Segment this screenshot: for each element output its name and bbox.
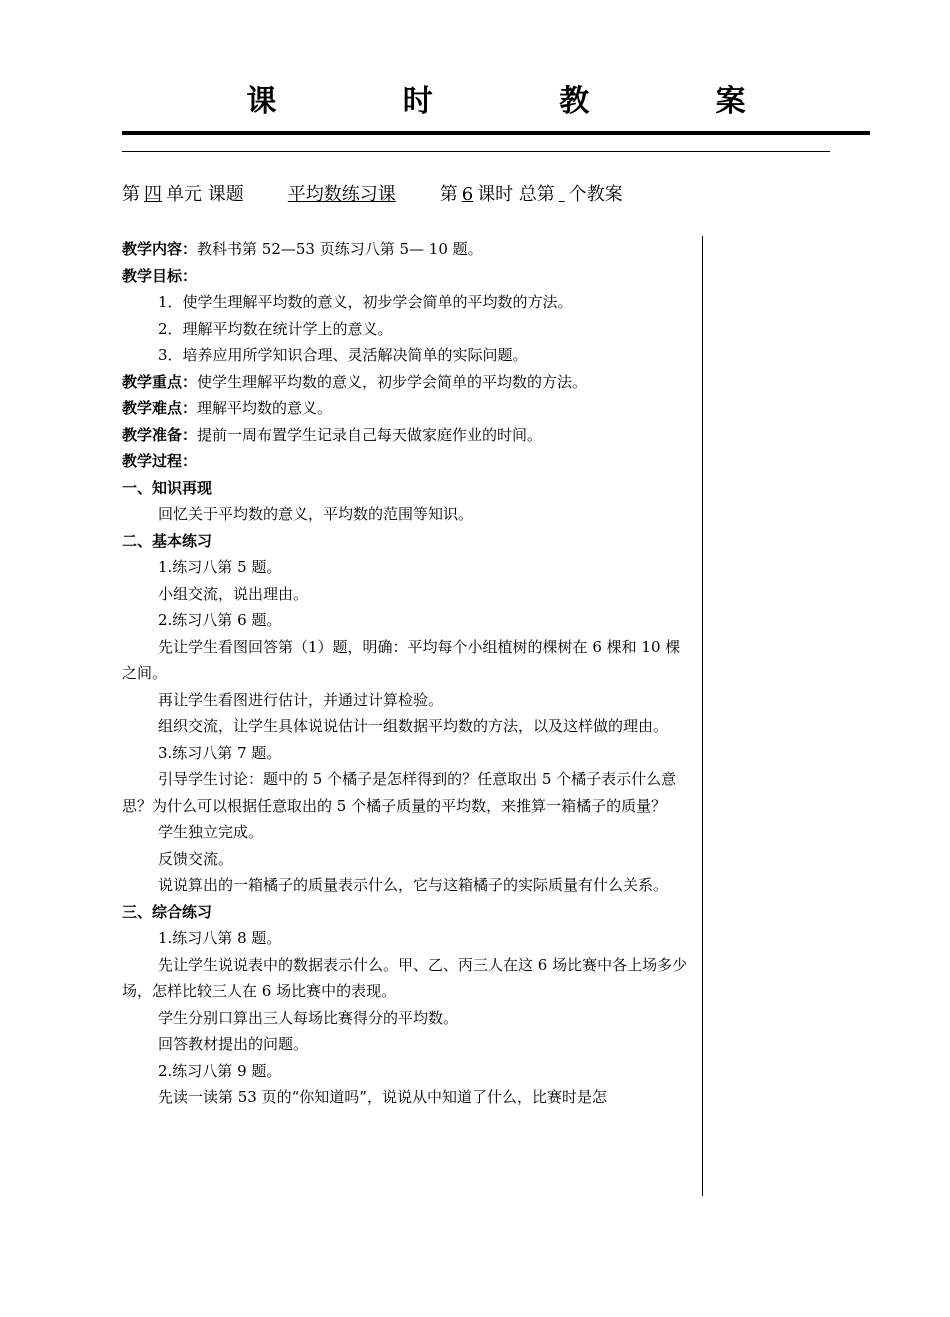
prep-row: 教学准备：提前一周布置学生记录自己每天做家庭作业的时间。: [122, 425, 543, 444]
paragraph: 反馈交流。: [158, 849, 234, 868]
paragraph: 2.练习八第 9 题。: [158, 1061, 282, 1080]
paragraph: 1.练习八第 5 题。: [158, 558, 282, 576]
paragraph: 说说算出的一箱橘子的质量表示什么，它与这箱橘子的实际质量有什么关系。: [158, 876, 669, 894]
paragraph: 学生独立完成。: [158, 823, 264, 841]
difficulty-row: 教学难点：理解平均数的意义。: [122, 399, 333, 417]
paragraph: 引导学生讨论：题中的 5 个橘子是怎样得到的？任意取出 5 个橘子表示什么意思？为什么可以根据任意取出的 5 个橘子质量的平均数，来推算一箱橘子的质量？: [122, 770, 677, 815]
lesson-number: 6: [461, 184, 474, 205]
section-heading: 三、综合练习: [122, 902, 213, 921]
paragraph: 再让学生看图进行估计，并通过计算检验。: [158, 690, 444, 709]
paragraph: 回答教材提出的问题。: [158, 1035, 309, 1053]
goal-item: 3．培养应用所学知识合理、灵活解决简单的实际问题。: [158, 346, 528, 364]
title-rule-thin: [122, 151, 830, 152]
lesson-content: [122, 236, 694, 1111]
goal-item: 2．理解平均数在统计学上的意义。: [158, 319, 393, 338]
title-rule-thick: [122, 131, 870, 135]
goal-item: 1．使学生理解平均数的意义，初步学会简单的平均数的方法。: [158, 293, 573, 311]
meta-lesson-label: 课时 总第: [477, 184, 555, 205]
lesson-meta-line: [122, 182, 623, 208]
paragraph: 先读一读第 53 页的“你知道吗”，说说从中知道了什么，比赛时是怎: [158, 1088, 607, 1106]
unit-number: 四: [144, 184, 162, 205]
paragraph: 2.练习八第 6 题。: [158, 611, 282, 629]
section-heading: 一、知识再现: [122, 478, 213, 497]
paragraph: 学生分别口算出三人每场比赛得分的平均数。: [158, 1008, 459, 1027]
section-heading: 二、基本练习: [122, 531, 213, 550]
paragraph: 先让学生说说表中的数据表示什么。甲、乙、丙三人在这 6 场比赛中各上场多少场，怎样比较三人在 6 场比赛中的表现。: [122, 955, 688, 1000]
paragraph: 组织交流，让学生具体说说估计一组数据平均数的方法，以及这样做的理由。: [158, 717, 669, 735]
paragraph: 先让学生看图回答第（1）题，明确：平均每个小组植树的棵树在 6 棵和 10 棵之间。: [122, 637, 681, 682]
lesson-topic: 平均数练习课: [287, 184, 396, 205]
table-right-border: [702, 236, 703, 1196]
paragraph: 回忆关于平均数的意义，平均数的范围等知识。: [158, 505, 474, 523]
paragraph: 3.练习八第 7 题。: [158, 743, 282, 762]
paragraph: 1.练习八第 8 题。: [158, 929, 282, 947]
process-heading: 教学过程：: [122, 452, 198, 470]
page-title: 课 时 教 案: [246, 84, 804, 119]
meta-suffix: 个教案: [568, 184, 623, 205]
meta-unit-label: 单元 课题: [166, 184, 244, 205]
goals-heading: 教学目标：: [122, 266, 198, 285]
paragraph: 小组交流，说出理由。: [158, 584, 309, 603]
meta-prefix: 第: [122, 184, 140, 205]
meta-lesson-prefix: 第: [439, 184, 458, 205]
focus-row: 教学重点：使学生理解平均数的意义，初步学会简单的平均数的方法。: [122, 372, 588, 391]
teach-content-row: 教学内容：教科书第 52—53 页练习八第 5— 10 题。: [122, 240, 483, 258]
